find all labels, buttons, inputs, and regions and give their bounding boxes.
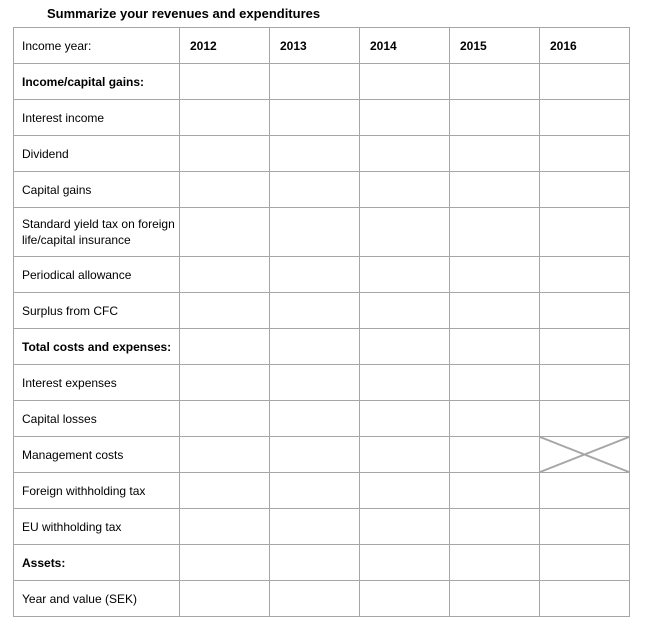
cell-input[interactable] (450, 437, 540, 473)
cell-input[interactable] (540, 509, 630, 545)
cell-input[interactable] (540, 365, 630, 401)
cell-input[interactable] (360, 437, 450, 473)
cell-input[interactable] (270, 581, 360, 617)
year-header-2015: 2015 (450, 28, 540, 64)
cell-input[interactable] (360, 64, 450, 100)
cell-input[interactable] (270, 293, 360, 329)
cell-input[interactable] (540, 172, 630, 208)
table-row (14, 208, 630, 257)
cell-input[interactable] (180, 172, 270, 208)
row-label-management-costs: Management costs (14, 437, 180, 473)
cell-input[interactable] (270, 64, 360, 100)
cell-input[interactable] (180, 365, 270, 401)
year-header-2014: 2014 (360, 28, 450, 64)
form-title: Summarize your revenues and expenditures (47, 6, 321, 21)
row-label-periodical-allowance: Periodical allowance (14, 257, 180, 293)
cell-input[interactable] (450, 172, 540, 208)
cell-input[interactable] (360, 100, 450, 136)
cell-input[interactable] (360, 509, 450, 545)
cell-input[interactable] (540, 293, 630, 329)
row-label-assets: Assets: (14, 545, 180, 581)
cell-input[interactable] (450, 329, 540, 365)
row-label-interest-expenses: Interest expenses (14, 365, 180, 401)
cell-input[interactable] (450, 509, 540, 545)
cell-input[interactable] (180, 208, 270, 257)
cell-input[interactable] (270, 257, 360, 293)
cell-input[interactable] (180, 401, 270, 437)
cell-input[interactable] (270, 473, 360, 509)
table-row (14, 545, 630, 581)
year-header-2012: 2012 (180, 28, 270, 64)
cell-input[interactable] (270, 100, 360, 136)
cell-input[interactable] (540, 257, 630, 293)
year-header-2016: 2016 (540, 28, 630, 64)
table-row (14, 172, 630, 208)
cell-input[interactable] (450, 473, 540, 509)
cell-input[interactable] (540, 100, 630, 136)
table-row (14, 401, 630, 437)
cell-input[interactable] (360, 365, 450, 401)
cell-input[interactable] (360, 329, 450, 365)
cell-input[interactable] (540, 136, 630, 172)
cell-input[interactable] (270, 208, 360, 257)
cell-input[interactable] (270, 437, 360, 473)
table-row (14, 473, 630, 509)
cell-input[interactable] (360, 257, 450, 293)
cell-input[interactable] (180, 581, 270, 617)
revenue-expenditure-table (13, 27, 630, 617)
row-label-income-capital-gains: Income/capital gains: (14, 64, 180, 100)
cell-input[interactable] (180, 473, 270, 509)
table-row (14, 365, 630, 401)
cell-input[interactable] (360, 545, 450, 581)
cell-input[interactable] (450, 401, 540, 437)
cell-input[interactable] (270, 136, 360, 172)
row-label-total-costs-expenses (14, 329, 180, 365)
table-row (14, 136, 630, 172)
table-row (14, 257, 630, 293)
cell-input[interactable] (450, 545, 540, 581)
row-label-capital-losses: Capital losses (14, 401, 180, 437)
row-label-standard-yield-tax (14, 208, 180, 257)
row-label-foreign-withholding-tax: Foreign withholding tax (14, 473, 180, 509)
cell-input[interactable] (180, 293, 270, 329)
row-label-dividend: Dividend (14, 136, 180, 172)
cell-input[interactable] (540, 208, 630, 257)
cell-input[interactable] (360, 293, 450, 329)
cell-input[interactable] (540, 473, 630, 509)
row-label-text: Total costs and expenses: (22, 339, 172, 354)
cell-input[interactable] (450, 365, 540, 401)
table-row (14, 509, 630, 545)
cell-input[interactable] (360, 172, 450, 208)
cell-input[interactable] (540, 401, 630, 437)
cell-input[interactable] (450, 136, 540, 172)
table-row (14, 100, 630, 136)
cell-input[interactable] (270, 365, 360, 401)
table-row (14, 293, 630, 329)
cell-input[interactable] (270, 329, 360, 365)
cell-input[interactable] (450, 208, 540, 257)
cell-input[interactable] (180, 136, 270, 172)
cell-input[interactable] (180, 100, 270, 136)
table-row (14, 329, 630, 365)
cell-input[interactable] (180, 64, 270, 100)
cell-input[interactable] (540, 64, 630, 100)
cell-input[interactable] (540, 545, 630, 581)
cell-input[interactable] (540, 581, 630, 617)
year-header-2013: 2013 (270, 28, 360, 64)
cell-input[interactable] (360, 581, 450, 617)
row-label-interest-income: Interest income (14, 100, 180, 136)
cell-input[interactable] (270, 401, 360, 437)
cell-input[interactable] (360, 473, 450, 509)
cell-input[interactable] (180, 437, 270, 473)
table-row (14, 581, 630, 617)
cross-out-mark (540, 437, 629, 472)
cell-input[interactable] (450, 257, 540, 293)
cell-input[interactable] (180, 545, 270, 581)
cell-input[interactable] (450, 64, 540, 100)
cell-input[interactable] (450, 293, 540, 329)
cell-input[interactable] (360, 136, 450, 172)
table-row (14, 64, 630, 100)
cell-input[interactable] (270, 509, 360, 545)
row-label-text: Standard yield tax on foreign life/capital insurance (22, 217, 175, 247)
row-label-year-and-value: Year and value (SEK) (14, 581, 180, 617)
cell-input[interactable] (180, 509, 270, 545)
income-year-label: Income year: (14, 28, 180, 64)
cell-input[interactable] (180, 257, 270, 293)
header-row (14, 28, 630, 64)
cell-input[interactable] (360, 401, 450, 437)
cell-input[interactable] (450, 581, 540, 617)
cell-input[interactable] (360, 208, 450, 257)
crossed-out-cell (540, 437, 630, 473)
row-label-eu-withholding-tax: EU withholding tax (14, 509, 180, 545)
table-row (14, 437, 630, 473)
cell-input[interactable] (270, 545, 360, 581)
row-label-capital-gains: Capital gains (14, 172, 180, 208)
cell-input[interactable] (270, 172, 360, 208)
cell-input[interactable] (540, 329, 630, 365)
cell-input[interactable] (450, 100, 540, 136)
row-label-surplus-from-cfc: Surplus from CFC (14, 293, 180, 329)
cell-input[interactable] (180, 329, 270, 365)
